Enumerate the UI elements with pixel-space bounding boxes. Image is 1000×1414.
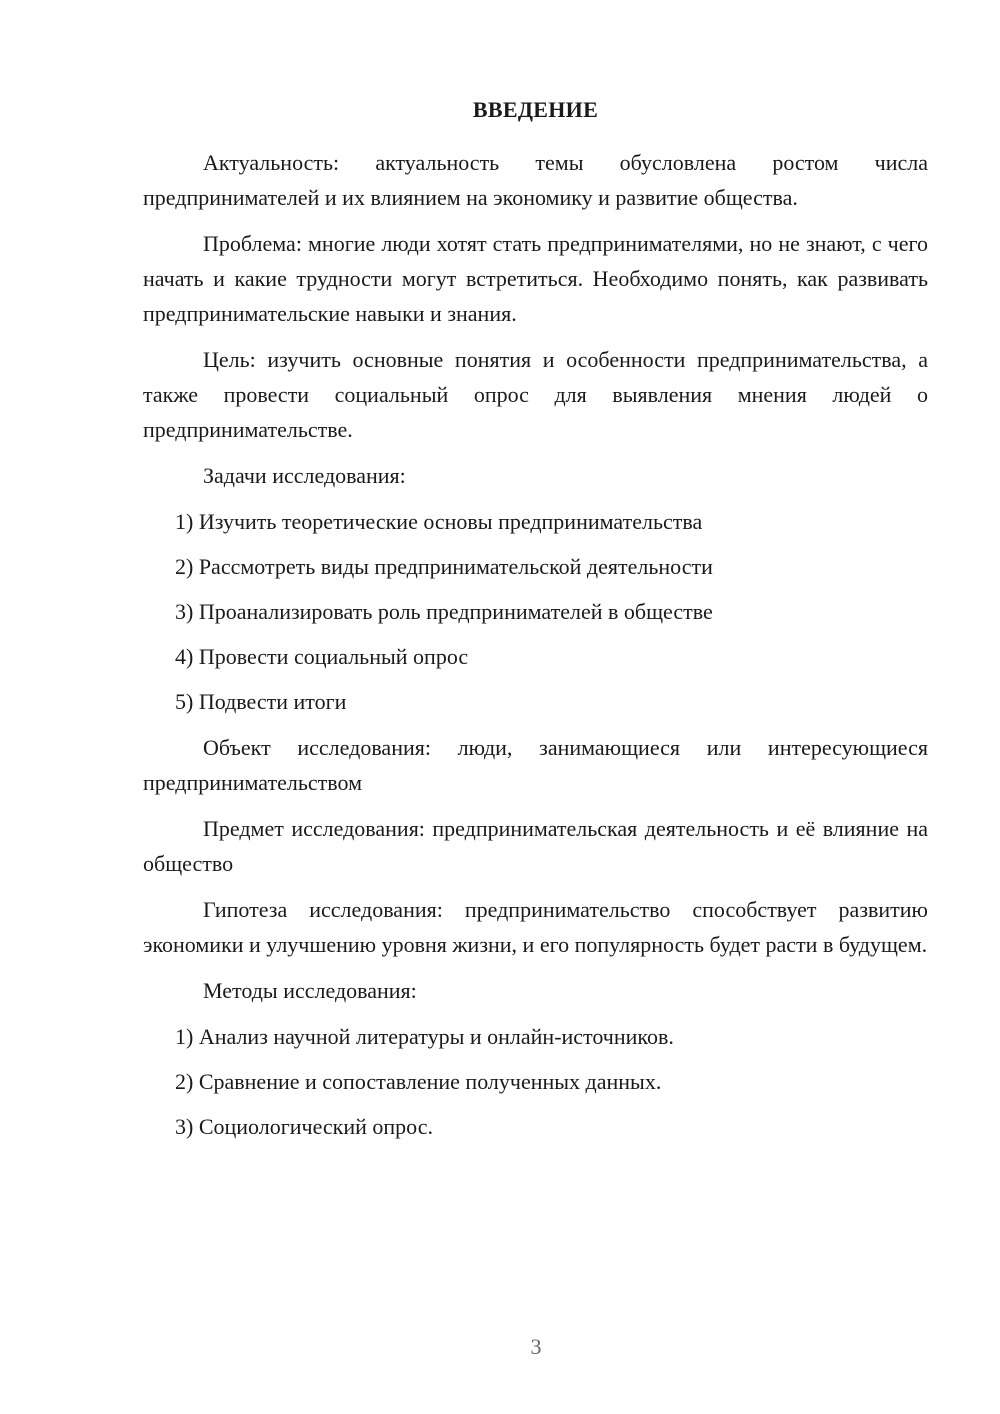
method-item: 1) Анализ научной литературы и онлайн-источников. bbox=[175, 1024, 674, 1049]
section-title: ВВЕДЕНИЕ bbox=[472, 97, 599, 122]
methods-heading: Методы исследования: bbox=[203, 978, 417, 1003]
method-item: 3) Социологический опрос. bbox=[175, 1114, 433, 1139]
problem-paragraph: Проблема: многие люди хотят стать предпринимателями, но не знают, с чего начать и какие трудности могут встретиться. Необходимо понять, как развивать предпринимательские навыки и знания. bbox=[143, 231, 928, 326]
tasks-list bbox=[143, 504, 928, 719]
subject-paragraph: Предмет исследования: предпринимательская деятельность и её влияние на общество bbox=[143, 816, 928, 876]
task-item: 3) Проанализировать роль предпринимателей в обществе bbox=[175, 599, 713, 624]
goal-paragraph: Цель: изучить основные понятия и особенности предпринимательства, а также провести социальный опрос для выявления мнения людей о предпринимательстве. bbox=[143, 347, 928, 442]
page-content bbox=[143, 96, 928, 1154]
methods-list bbox=[143, 1019, 928, 1144]
task-item: 5) Подвести итоги bbox=[175, 689, 347, 714]
hypothesis-paragraph: Гипотеза исследования: предпринимательство способствует развитию экономики и улучшению уровня жизни, и его популярность будет расти в будущем. bbox=[143, 897, 928, 957]
task-item: 4) Провести социальный опрос bbox=[175, 644, 469, 669]
relevance-paragraph: Актуальность: актуальность темы обусловлена ростом числа предпринимателей и их влиянием на экономику и развитие общества. bbox=[143, 150, 928, 210]
task-item: 2) Рассмотреть виды предпринимательской деятельности bbox=[175, 554, 713, 579]
tasks-heading: Задачи исследования: bbox=[203, 463, 406, 488]
method-item: 2) Сравнение и сопоставление полученных данных. bbox=[175, 1069, 662, 1094]
task-item: 1) Изучить теоретические основы предпринимательства bbox=[175, 509, 703, 534]
page-number: 3 bbox=[530, 1334, 542, 1359]
object-paragraph: Объект исследования: люди, занимающиеся или интересующиеся предпринимательством bbox=[143, 735, 928, 795]
